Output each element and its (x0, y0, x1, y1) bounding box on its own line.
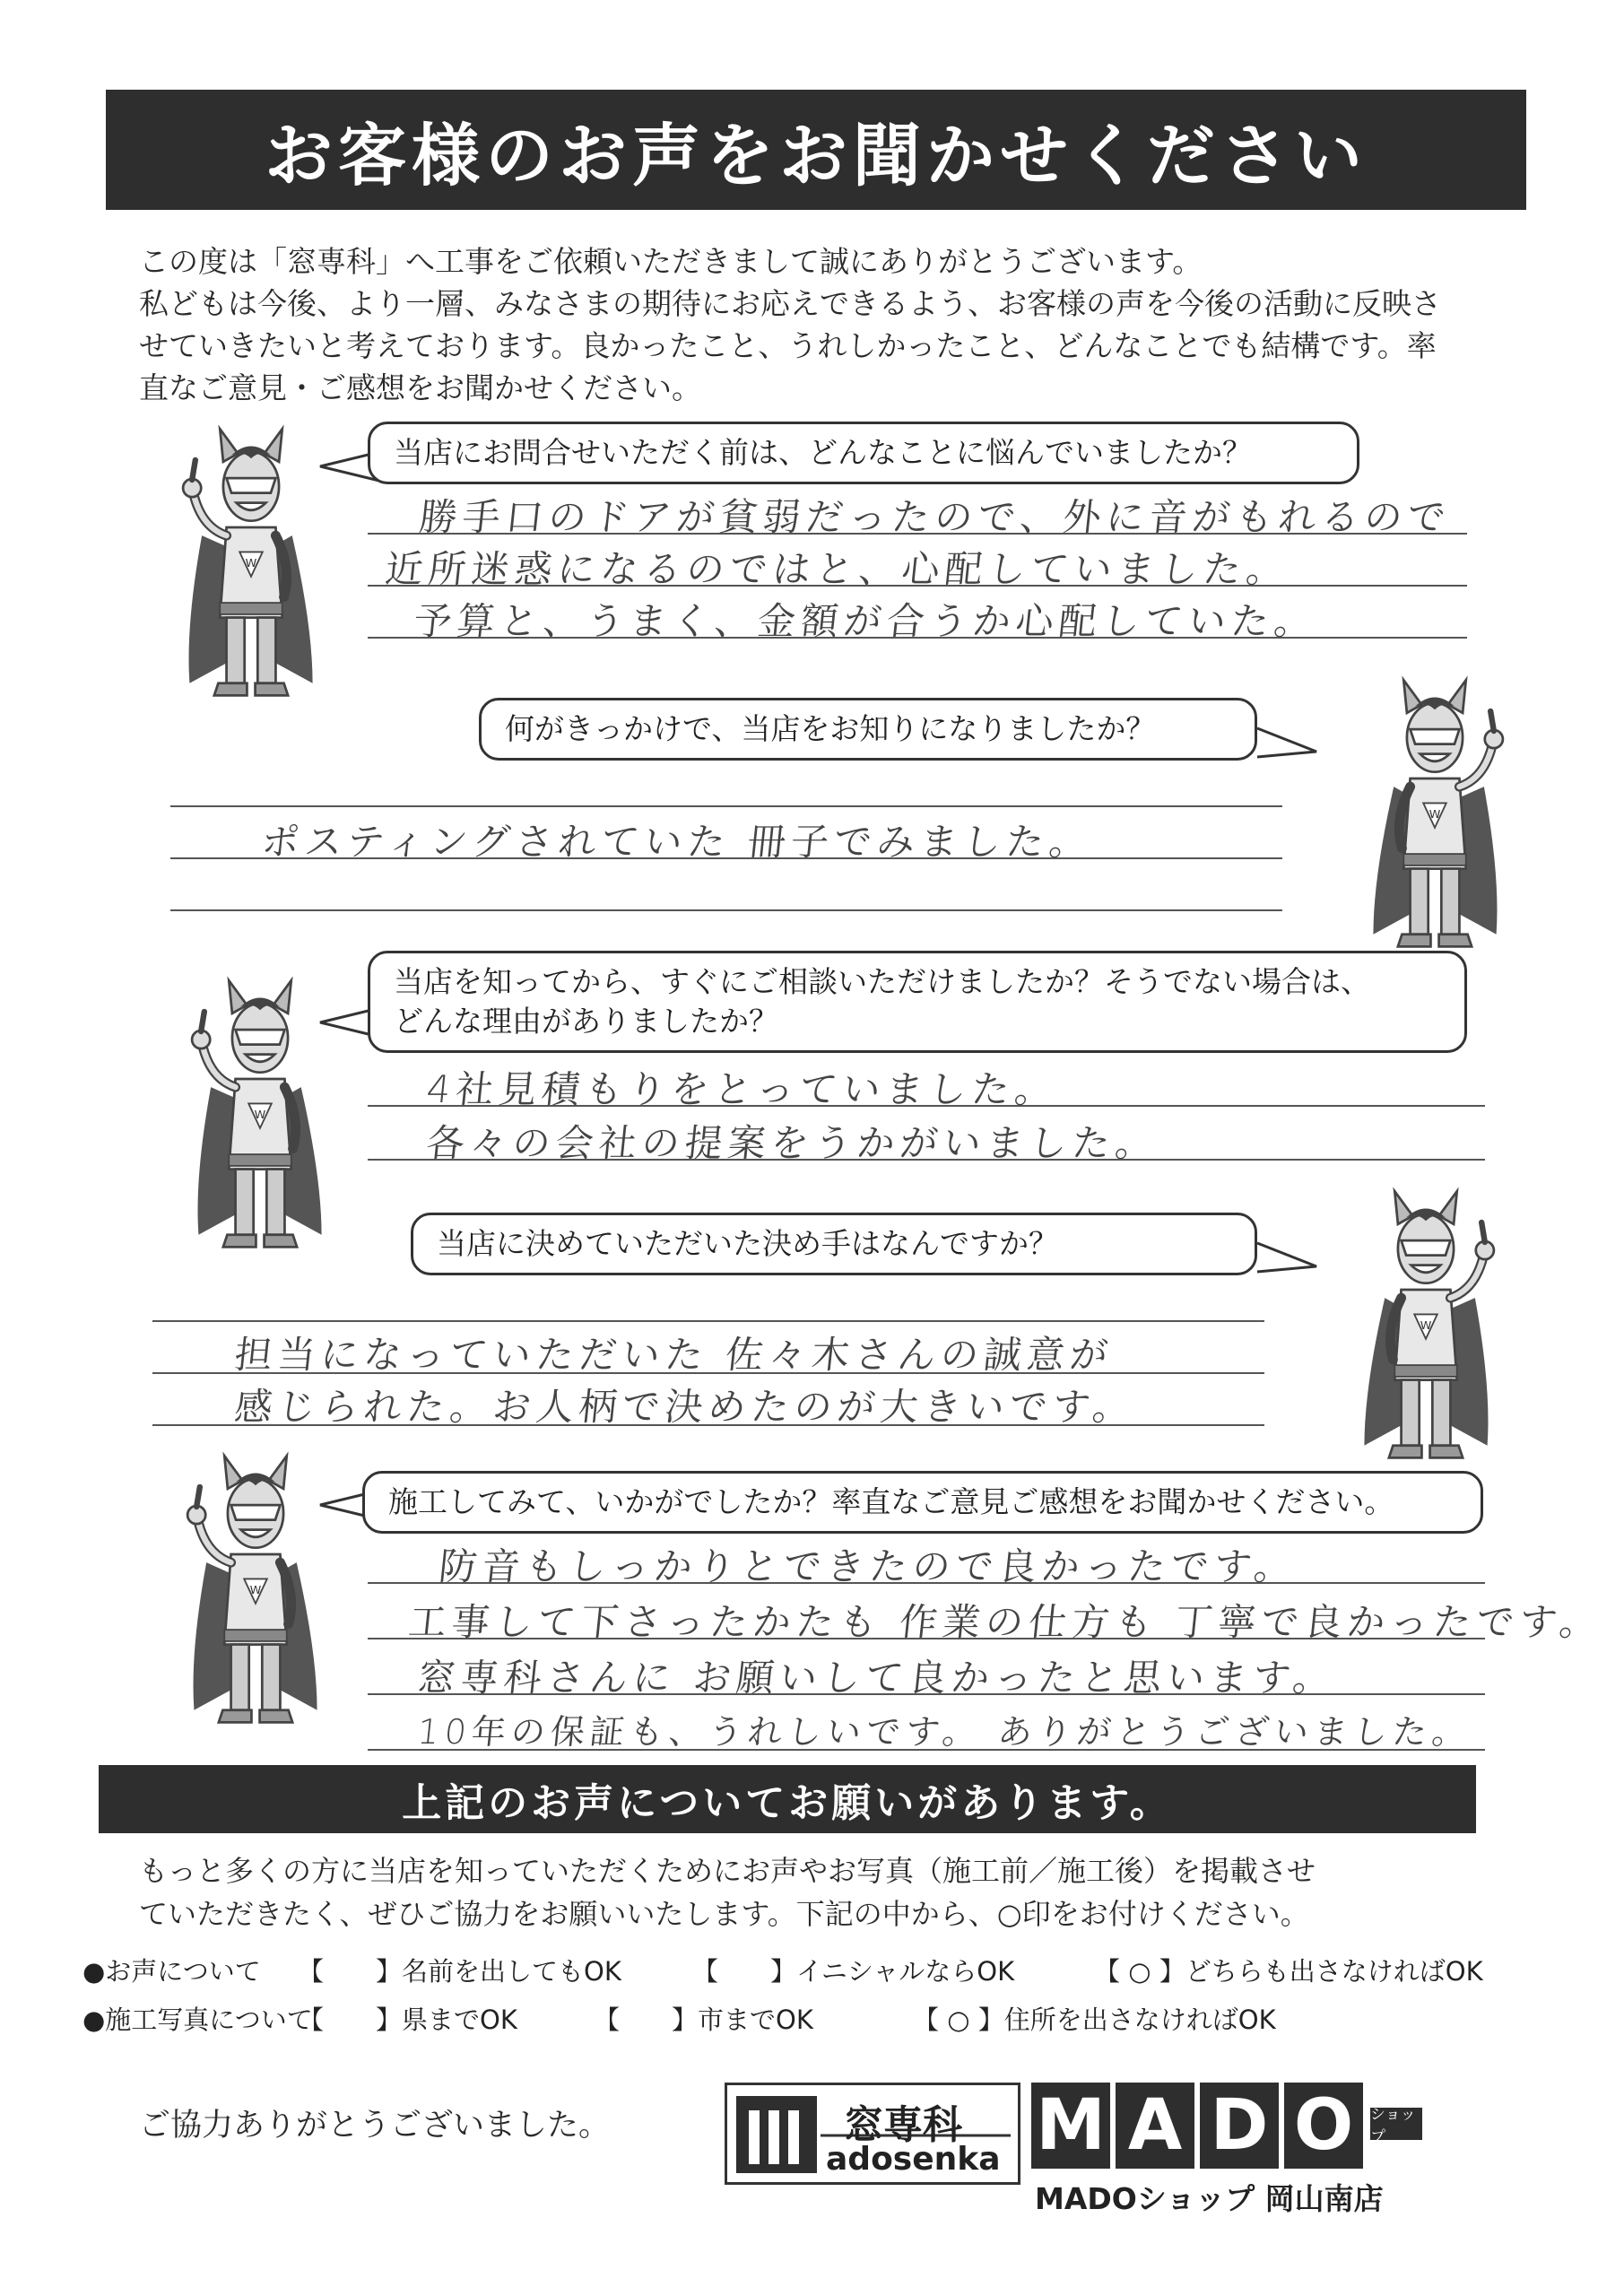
answer-text: 各々の会社の提案をうかがいました。 (424, 1121, 1161, 1165)
speech-bubble-tail (1255, 725, 1318, 761)
mado-letter: D (1200, 2083, 1279, 2169)
question-bubble-3 (368, 951, 1467, 1053)
page-title: お客様のお声をお聞かせください (265, 115, 1368, 196)
voice-label: ●お声について (83, 1956, 261, 1987)
mado-letter: A (1116, 2083, 1194, 2169)
request-text (139, 1849, 1502, 1935)
madosenka-logo-jp: 窓専科 (844, 2102, 962, 2148)
request-line: ていただきたく、ぜひご協力をお願いいたします。下記の中から、○印をお付けください。 (139, 1897, 1309, 1931)
photo-option-city[interactable]: 【 】市までOK (594, 2005, 813, 2035)
mado-letter: O (1284, 2083, 1363, 2169)
speech-bubble-tail (1255, 1239, 1318, 1275)
intro-line: 私どもは今後、より一層、みなさまの期待にお応えできるよう、お客様の声を今後の活動に反映さ (139, 286, 1441, 321)
answer-text: 窓専科さんに お願いして良かったと思います。 (415, 1656, 1339, 1700)
answer-text: 防音もしっかりとできたので良かったです。 (437, 1544, 1299, 1588)
answer-text: 予算と、うまく、金額が合うか心配していた。 (412, 599, 1320, 643)
page-title-banner (106, 90, 1526, 210)
mado-shop-logo (1031, 2083, 1424, 2217)
answer-text: 担当になっていただいた 佐々木さんの誠意が (232, 1333, 1116, 1377)
request-banner (99, 1765, 1476, 1833)
question-bubble-1 (368, 422, 1359, 484)
answer-text: 10年の保証も、うれしいです。 ありがとうございました。 (415, 1712, 1474, 1752)
voice-option-name[interactable]: 【 】名前を出してもOK (298, 1956, 621, 1987)
voice-option-none[interactable]: 【 ○ 】どちらも出さなければOK (1094, 1956, 1483, 1987)
question-bubble-5 (362, 1471, 1483, 1534)
voice-option-initial[interactable]: 【 】イニシャルならOK (692, 1956, 1015, 1987)
madosenka-logo (725, 2083, 1020, 2185)
intro-text (139, 240, 1502, 409)
photo-label: ●施工写真について (83, 2005, 313, 2035)
thanks-text: ご協力ありがとうございました。 (139, 2108, 611, 2144)
answer-line (170, 805, 1282, 807)
question-text: 当店を知ってから、すぐにご相談いただけましたか？そうでない場合は、 (394, 964, 1370, 999)
request-line: もっと多くの方に当店を知っていただくためにお声やお写真（施工前／施工後）を掲載させ (139, 1854, 1316, 1888)
mascot-illustration (157, 1439, 354, 1726)
question-bubble-2 (479, 698, 1257, 761)
question-text: どんな理由がありましたか？ (394, 1004, 778, 1039)
answer-text: 感じられた。お人柄で決めたのが大きいです。 (232, 1385, 1138, 1429)
mado-shop-tag: ショップ (1370, 2108, 1422, 2140)
request-title: 上記のお声についてお願いがあります。 (402, 1780, 1173, 1826)
question-bubble-4 (411, 1213, 1257, 1275)
photo-option-prefecture[interactable]: 【 】県までOK (298, 2005, 517, 2035)
answer-text: 近所迷惑になるのではと、心配していました。 (383, 547, 1292, 591)
answer-text: 勝手口のドアが貧弱だったので、外に音がもれるので (417, 495, 1454, 539)
mascot-illustration (1336, 664, 1533, 951)
store-name: MADOショップ 岡山南店 (1035, 2181, 1384, 2216)
mado-letter: M (1031, 2083, 1110, 2169)
question-text: 施工してみて、いかがでしたか？率直なご意見ご感想をお聞かせください。 (388, 1484, 1394, 1519)
intro-line: 直なご意見・ご感想をお聞かせください。 (139, 370, 701, 405)
answer-text: 工事して下さったかたも 作業の仕方も 丁寧で良かったです。 (406, 1600, 1605, 1644)
photo-option-none[interactable]: 【 ○ 】住所を出さなければOK (913, 2005, 1276, 2035)
answer-line (152, 1320, 1264, 1322)
question-text: 何がきっかけで、当店をお知りになりましたか？ (505, 711, 1156, 746)
intro-line: せていきたいと考えております。良かったこと、うれしかったこと、どんなことでも結構です。率 (139, 328, 1437, 363)
answer-text: ポスティングされていた 冊子でみました。 (259, 820, 1095, 864)
mascot-illustration (1327, 1175, 1524, 1462)
answer-line (170, 909, 1282, 911)
question-text: 当店にお問合せいただく前は、どんなことに悩んでいましたか？ (394, 435, 1252, 470)
question-text: 当店に決めていただいた決め手はなんですか？ (437, 1226, 1058, 1261)
answer-text: 4社見積もりをとっていました。 (424, 1067, 1061, 1111)
intro-line: この度は「窓専科」へ工事をご依頼いただきまして誠にありがとうございます。 (139, 244, 1203, 279)
madosenka-logo-en: adosenka (826, 2141, 1001, 2178)
